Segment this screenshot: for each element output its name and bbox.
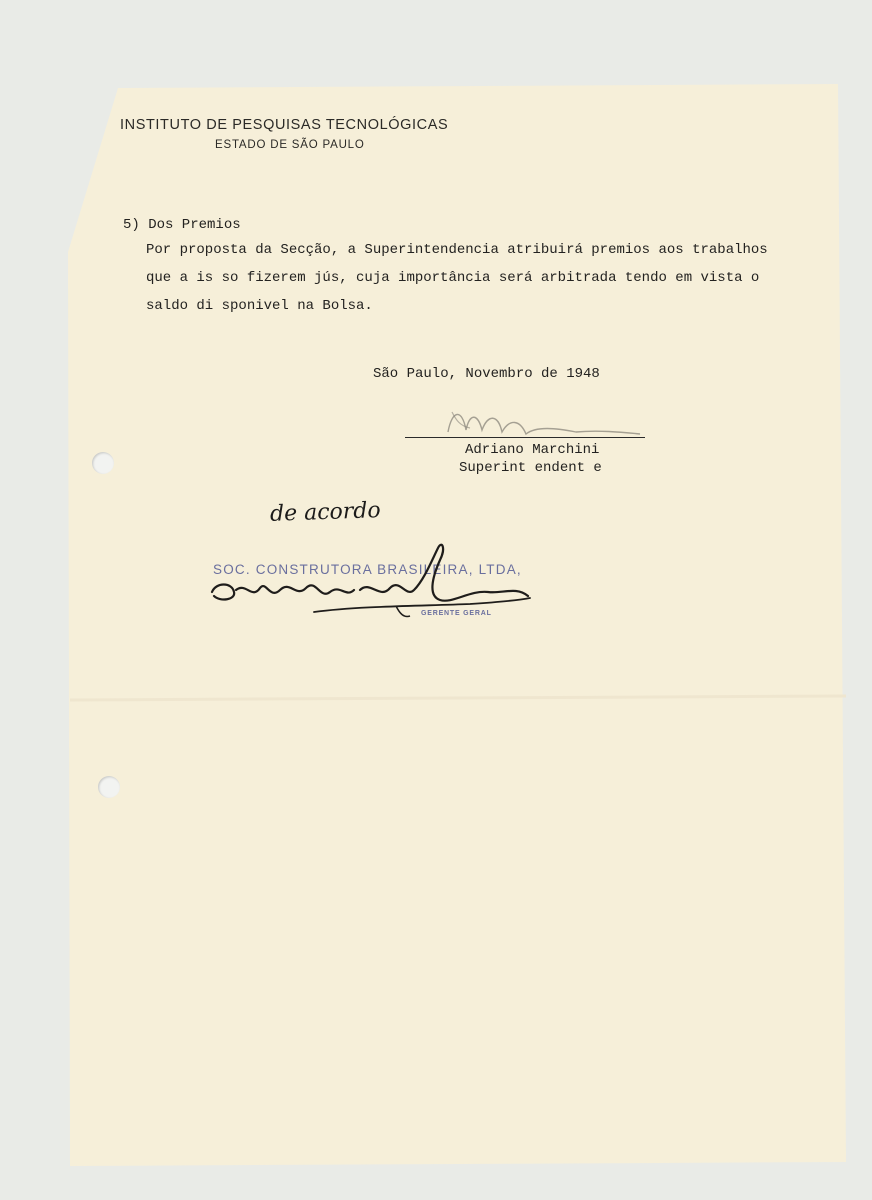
date-line: São Paulo, Novembro de 1948 (373, 366, 600, 382)
signature-line (405, 437, 645, 438)
punch-hole-upper (92, 452, 114, 474)
handwritten-note: de acordo (269, 498, 382, 527)
signer-title: Superint endent e (459, 460, 602, 476)
letterhead-title: INSTITUTO DE PESQUISAS TECNOLÓGICAS (120, 117, 449, 133)
letterhead-subtitle: ESTADO DE SÃO PAULO (215, 139, 365, 151)
body-line: que a is so fizerem jús, cuja importância será arbitrada tendo em vista o (146, 270, 760, 286)
punch-hole-lower (98, 776, 120, 798)
signer-name: Adriano Marchini (465, 442, 600, 458)
stamp-role: GERENTE GERAL (421, 610, 492, 617)
section-heading: 5) Dos Premios (123, 217, 241, 233)
body-line: saldo di sponivel na Bolsa. (146, 298, 373, 314)
section-body (146, 236, 768, 320)
body-line: Por proposta da Secção, a Superintendencia atribuirá premios aos trabalhos (146, 242, 768, 258)
company-stamp: SOC. CONSTRUTORA BRASILEIRA, LTDA, (213, 562, 522, 577)
